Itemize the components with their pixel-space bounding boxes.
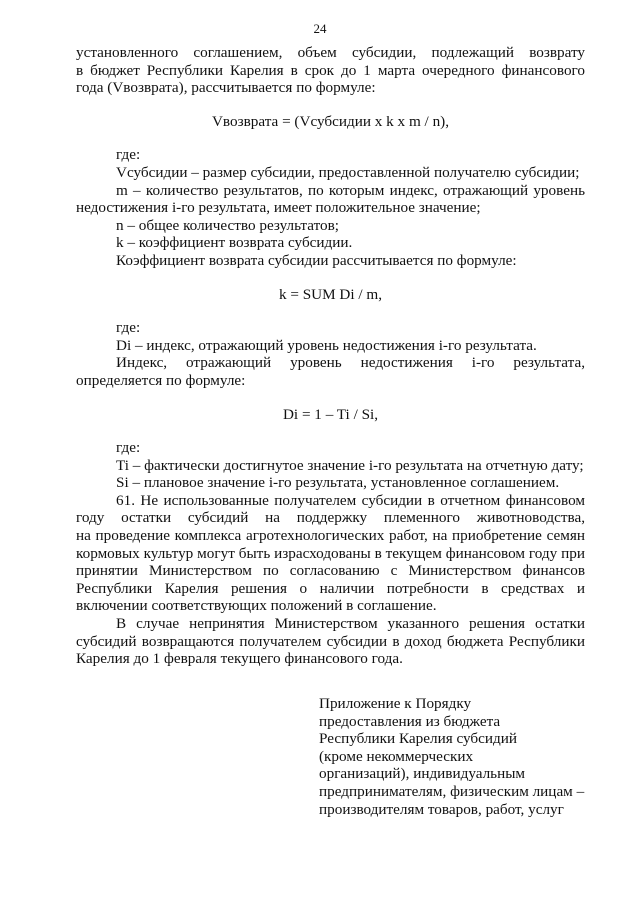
index-text: Индекс, отражающий уровень недостижения i-го результата,	[116, 354, 585, 372]
page-number: 24	[313, 21, 327, 36]
intro-line: в бюджет Республики Карелия в срок до 1 марта очередного финансового	[76, 61, 585, 79]
where-label: где:	[116, 439, 141, 457]
definition-ti: Ti – фактически достигнутое значение i-го результата на отчетную дату;	[116, 456, 584, 474]
coefficient-text: Коэффициент возврата субсидии рассчитывается по формуле:	[116, 251, 517, 269]
index-text-cont: определяется по формуле:	[76, 371, 246, 389]
appendix-line: Республики Карелия субсидий	[319, 730, 517, 748]
refusal-paragraph-line: В случае непринятия Министерством указанного решения остатки	[116, 615, 585, 633]
definition-m: m – количество результатов, по которым индекс, отражающий уровень	[116, 181, 585, 199]
document-body	[76, 44, 585, 668]
paragraph-61-line: 61. Не использованные получателем субсидии в отчетном финансовом	[116, 491, 585, 509]
where-label: где:	[116, 146, 141, 164]
paragraph-61-line: принятии Министерством по согласованию с Министерством финансов	[76, 562, 585, 580]
paragraph-61-line: кормовых культур могут быть израсходованы в текущем финансовом году при	[76, 544, 585, 562]
formula-k: k = SUM Di / m,	[278, 285, 383, 303]
appendix-heading	[319, 695, 589, 818]
refusal-paragraph-last: Карелия до 1 февраля текущего финансового года.	[76, 650, 403, 668]
definition-n: n – общее количество результатов;	[116, 216, 340, 234]
appendix-line: организаций), индивидуальным	[319, 765, 526, 783]
paragraph-61-line: Республики Карелия решения о наличии потребности в средствах и	[76, 579, 585, 597]
appendix-line: предоставления из бюджета	[319, 712, 501, 730]
appendix-line: Приложение к Порядку	[319, 695, 472, 712]
paragraph-61-line: году остатки субсидий на поддержку племенного животноводства,	[76, 509, 585, 527]
paragraph-61-last: включении соответствующих положений в соглашение.	[76, 597, 437, 615]
definition-m-cont: недостижения i-го результата, имеет положительное значение;	[76, 199, 481, 217]
formula-di: Di = 1 – Ti / Si,	[282, 405, 379, 423]
refusal-paragraph-line: субсидий возвращаются получателем субсидии в доход бюджета Республики	[76, 632, 585, 650]
definition-v-subsidy: Vсубсидии – размер субсидии, предоставленной получателю субсидии;	[116, 163, 580, 181]
appendix-line: производителям товаров, работ, услуг	[319, 800, 564, 818]
appendix-line: предпринимателям, физическим лицам –	[319, 782, 585, 800]
formula-v-return: Vвозврата = (Vсубсидии x k x m / n),	[211, 112, 450, 130]
paragraph-61-line: на проведение комплекса агротехнологических работ, на приобретение семян	[76, 527, 585, 545]
definition-di: Di – индекс, отражающий уровень недостижения i-го результата.	[116, 336, 537, 354]
intro-line: установленного соглашением, объем субсидии, подлежащий возврату	[76, 44, 585, 61]
definition-k: k – коэффициент возврата субсидии.	[116, 234, 353, 252]
definition-si: Si – плановое значение i-го результата, установленное соглашением.	[116, 474, 560, 492]
appendix-line: (кроме некоммерческих	[319, 747, 474, 765]
where-label: где:	[116, 319, 141, 337]
intro-line-last: года (Vвозврата), рассчитывается по формуле:	[76, 79, 376, 97]
